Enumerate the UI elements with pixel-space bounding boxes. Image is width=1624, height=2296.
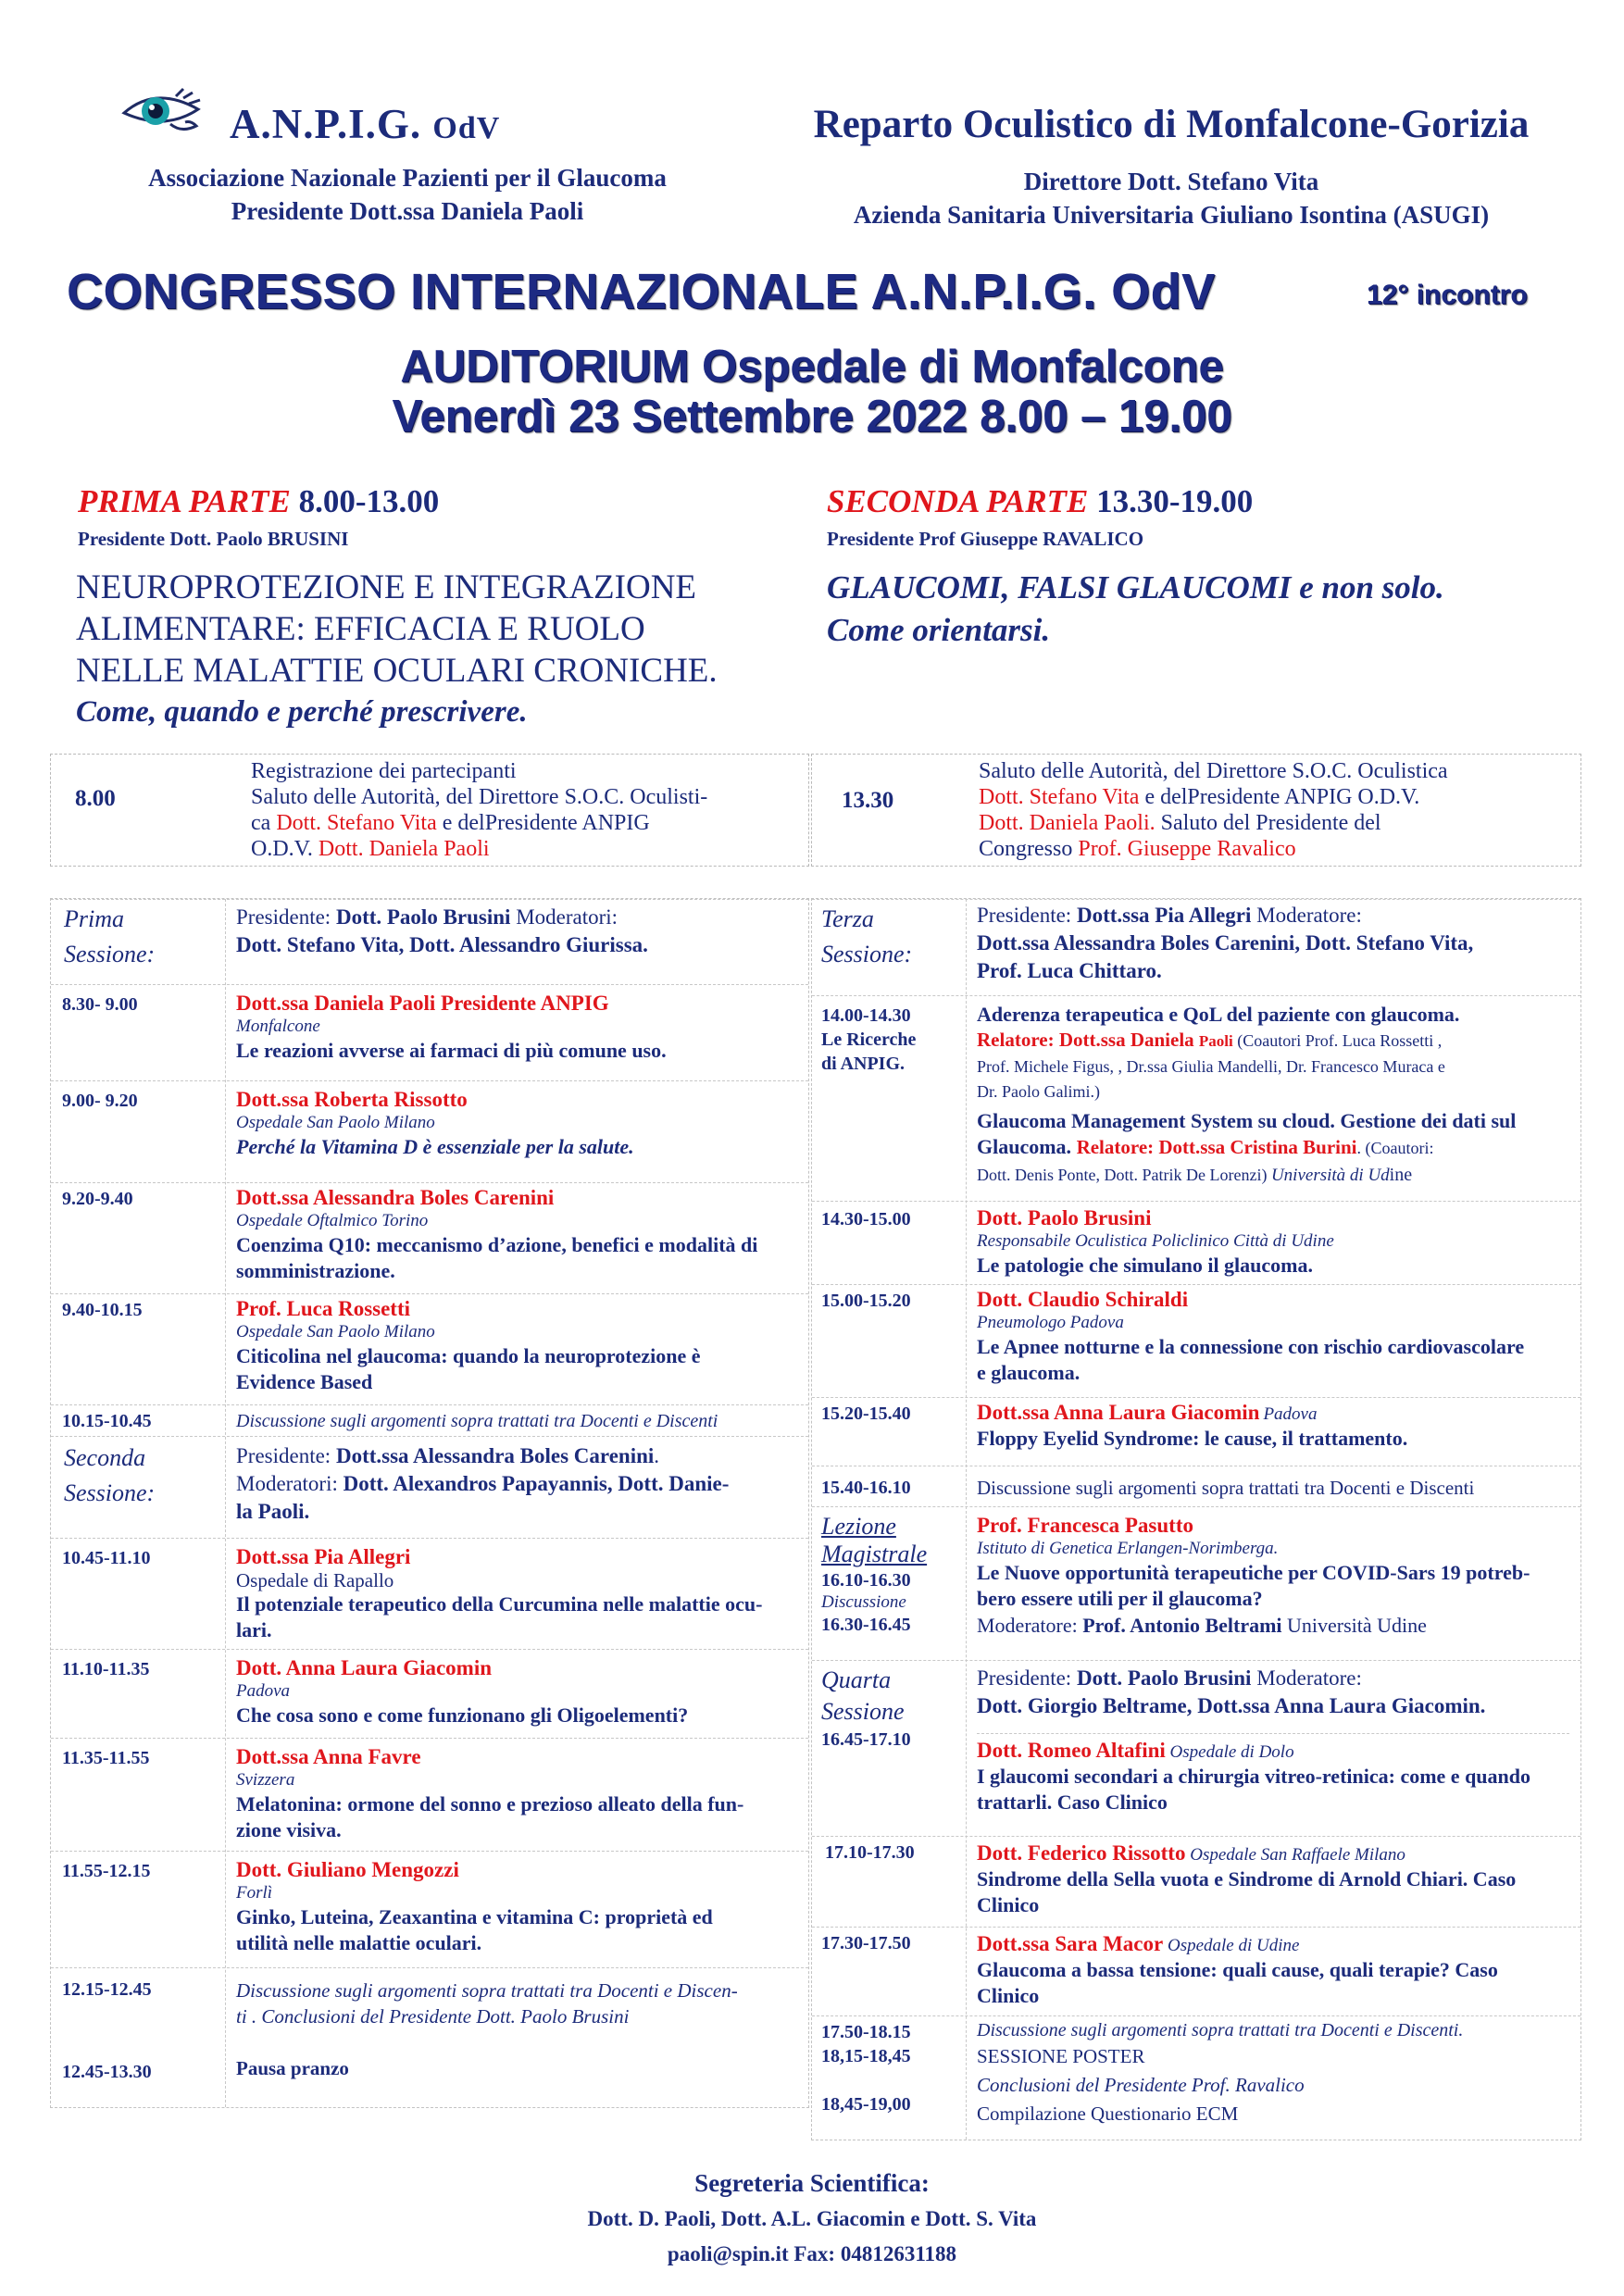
talk-title: Melatonina: ormone del sonno e prezioso alleato della fun- zione visiva. <box>236 1792 744 1841</box>
talk-speaker-line: Glaucoma. Relatore: Dott.ssa Cristina Burini. (Coautori: <box>977 1135 1434 1158</box>
time-slot: 10.15-10.45 <box>62 1411 152 1431</box>
speaker-affiliation: Ospedale di Rapallo <box>236 1569 394 1591</box>
registration-line: Congresso Prof. Giuseppe Ravalico <box>979 837 1296 861</box>
registration-line: Saluto delle Autorità, del Direttore S.O.C. Oculisti- <box>251 785 708 809</box>
org-title: A.N.P.I.G. OdV <box>230 101 501 147</box>
talk <box>236 991 801 1064</box>
org-president: Presidente Dott.ssa Daniela Paoli <box>231 197 584 225</box>
speaker-affiliation: Ospedale Oftalmico Torino <box>236 1211 429 1230</box>
program-row <box>812 1284 1580 1398</box>
time-slot: 15.00-15.20 <box>821 1291 911 1311</box>
part1-label: PRIMA PARTE <box>78 483 291 519</box>
talk-coauthors: Dott. Denis Ponte, Dott. Patrik De Lorenzi) Università di Udine <box>977 1165 1413 1185</box>
speaker-affiliation: Responsabile Oculistica Policlinico Città di Udine <box>977 1231 1334 1251</box>
program-row <box>812 1927 1580 2016</box>
speaker-affiliation: Pneumologo Padova <box>977 1313 1124 1332</box>
congress-title: CONGRESSO INTERNAZIONALE A.N.P.I.G. OdV <box>67 264 1216 319</box>
registration-time: 8.00 <box>75 786 116 811</box>
footer-contact: paoli@spin.it Fax: 04812631188 <box>667 2242 957 2265</box>
part2-theme-line: GLAUCOMI, FALSI GLAUCOMI e non solo. <box>827 569 1444 605</box>
speaker-name: Prof. Francesca Pasutto <box>977 1514 1193 1537</box>
registration-box-afternoon <box>811 754 1581 867</box>
program-row <box>51 984 808 1081</box>
congress-edition: 12° incontro <box>1367 280 1528 310</box>
talk <box>236 1857 801 1956</box>
session-moderators: Dott.ssa Alessandra Boles Carenini, Dott. Stefano Vita, <box>977 931 1474 955</box>
time-slot: 11.10-11.35 <box>62 1659 150 1679</box>
talk <box>977 1733 1569 1816</box>
session-label: Prima Sessione: <box>64 905 156 967</box>
time-slot: 12.15-12.45 <box>62 1979 152 2000</box>
talk <box>977 1400 1569 1452</box>
talk-title: Che cosa sono e come funzionano gli Oligoelementi? <box>236 1703 689 1727</box>
registration-line: O.D.V. Dott. Daniela Paoli <box>251 837 490 861</box>
part2-time: 13.30-19.00 <box>1088 483 1254 519</box>
registration-line: Saluto delle Autorità, del Direttore S.O.C. Oculistica <box>979 759 1448 783</box>
speaker-affiliation: Ospedale San Paolo Milano <box>236 1113 435 1132</box>
talk-title: Citicolina nel glaucoma: quando la neuroprotezione è Evidence Based <box>236 1344 701 1393</box>
speaker-affiliation: Svizzera <box>236 1770 295 1790</box>
registration-text <box>251 758 797 862</box>
time-slot: 9.00- 9.20 <box>62 1091 138 1111</box>
talk-coauthors: Prof. Michele Figus, , Dr.ssa Giulia Mandelli, Dr. Francesco Muraca e <box>977 1057 1445 1076</box>
talk-speaker-line: Relatore: Dott.ssa Daniela Paoli (Coautori Prof. Luca Rossetti , <box>977 1029 1443 1051</box>
program-row <box>51 1967 808 2048</box>
speaker-name: Prof. Luca Rossetti <box>236 1297 411 1320</box>
talk <box>236 1087 801 1160</box>
talk-title: Glaucoma a bassa tensione: quali cause, quali terapie? Caso Clinico <box>977 1958 1498 2007</box>
talk-title: Le Apnee notturne e la connessione con rischio cardiovascolare e glaucoma. <box>977 1335 1525 1384</box>
part1-theme-line: NELLE MALATTIE OCULARI CRONICHE. <box>76 652 718 690</box>
lecture-label: Lezione Magistrale 16.10-16.30 Discussione 16.30-16.45 <box>821 1513 928 1635</box>
program-row <box>812 1506 1580 1661</box>
discussion-text: Discussione sugli argomenti sopra trattati tra Docenti e Discenti. <box>977 2020 1464 2040</box>
registration-line: Dott. Stefano Vita e delPresidente ANPIG O.D.V. <box>979 785 1420 809</box>
department-director: Direttore Dott. Stefano Vita <box>1023 168 1319 195</box>
session-president: Presidente: Dott. Paolo Brusini Moderatore: <box>977 1666 1362 1690</box>
part1-theme-line: NEUROPROTEZIONE E INTEGRAZIONE <box>76 568 697 606</box>
session-moderators: Moderatori: Dott. Alexandros Papayannis, Dott. Danie- <box>236 1472 730 1495</box>
part2-theme <box>827 567 1568 652</box>
time-slot: 14.30-15.00 <box>821 1209 911 1229</box>
lecture-moderator: Moderatore: Prof. Antonio Beltrami Università Udine <box>977 1614 1427 1637</box>
speaker-affiliation: Ospedale San Paolo Milano <box>236 1322 435 1341</box>
congress-venue: AUDITORIUM Ospedale di Monfalcone <box>400 342 1224 392</box>
program-row <box>51 1182 808 1294</box>
talk-title: Sindrome della Sella vuota e Sindrome di Arnold Chiari. Caso Clinico <box>977 1867 1517 1916</box>
registration-line: Dott. Daniela Paoli. Saluto del Presidente del <box>979 811 1381 835</box>
speaker-line: Dott. Federico Rissotto Ospedale San Raffaele Milano <box>977 1841 1405 1865</box>
session-chairs <box>236 904 801 959</box>
talk <box>977 1841 1569 1918</box>
talk-title: Glaucoma Management System su cloud. Gestione dei dati sul <box>977 1109 1517 1132</box>
speaker-affiliation: Monfalcone <box>236 1017 320 1036</box>
time-slot: 15.40-16.10 <box>821 1478 911 1498</box>
program-row <box>812 2015 1580 2140</box>
talk-coauthors: Dr. Paolo Galimi.) <box>977 1082 1100 1101</box>
ecm-questionnaire: Compilazione Questionario ECM <box>977 2103 1239 2125</box>
talk <box>977 1513 1569 1640</box>
session-label: Seconda Sessione: <box>64 1444 156 1506</box>
session-chairs <box>977 1665 1569 1720</box>
session-moderators-cont: la Paoli. <box>236 1500 310 1523</box>
time-slot: 17.30-17.50 <box>821 1933 911 1953</box>
registration-text <box>979 758 1571 862</box>
program-row <box>51 1738 808 1852</box>
program-row <box>51 1080 808 1183</box>
speaker-affiliation: Padova <box>236 1681 291 1701</box>
registration-time: 13.30 <box>842 788 894 813</box>
part1-theme-subtitle: Come, quando e perché prescrivere. <box>76 695 528 729</box>
research-talks <box>977 1002 1569 1190</box>
talk <box>977 1931 1569 2009</box>
talk-title: Aderenza terapeutica e QoL del paziente con glaucoma. <box>977 1003 1460 1026</box>
talk-title: I glaucomi secondari a chirurgia vitreo-retinica: come e quando trattarli. Caso Clinico <box>977 1765 1531 1814</box>
talk-title: Floppy Eyelid Syndrome: le cause, il trattamento. <box>977 1427 1408 1450</box>
program-first-part <box>50 898 809 2108</box>
talk <box>236 1744 801 1843</box>
lunch-break: Pausa pranzo <box>236 2057 349 2079</box>
speaker-line: Dott.ssa Sara Macor Ospedale di Udine <box>977 1932 1300 1955</box>
program-row <box>51 1404 808 1437</box>
program-row <box>51 1649 808 1739</box>
talk-title: Il potenziale terapeutico della Curcumina nelle malattie ocu- lari. <box>236 1592 763 1641</box>
session-chairs <box>977 902 1569 985</box>
session-president: Presidente: Dott. Paolo Brusini Moderatori: <box>236 905 618 929</box>
time-slot: 8.30- 9.00 <box>62 994 138 1015</box>
time-slot: 17.50-18.15 18,15-18,45 18,45-19,00 <box>821 2022 911 2115</box>
program-row <box>812 1836 1580 1928</box>
speaker-name: Dott.ssa Daniela Paoli Presidente ANPIG <box>236 992 609 1015</box>
department-title: Reparto Oculistico di Monfalcone-Gorizia <box>813 103 1530 146</box>
session-header-row <box>51 1436 808 1539</box>
speaker-name: Dott.ssa Roberta Rissotto <box>236 1088 468 1111</box>
talk <box>977 1287 1569 1386</box>
speaker-name: Dott.ssa Alessandra Boles Carenini <box>236 1186 555 1209</box>
program-row <box>51 1293 808 1405</box>
session-moderators: Dott. Giorgio Beltrame, Dott.ssa Anna Laura Giacomin. <box>977 1694 1486 1717</box>
part1-president: Presidente Dott. Paolo BRUSINI <box>78 528 349 550</box>
session-header-row <box>812 899 1580 996</box>
session-chairs <box>236 1442 801 1526</box>
footer <box>0 2165 1624 2272</box>
registration-box-morning <box>50 754 809 867</box>
time-slot: 17.10-17.30 <box>825 1842 915 1863</box>
speaker-name: Dott. Paolo Brusini <box>977 1206 1152 1229</box>
session-header-row <box>51 899 808 985</box>
registration-line: Registrazione dei partecipanti <box>251 759 517 783</box>
program-row <box>812 1397 1580 1466</box>
speaker-name: Dott. Anna Laura Giacomin <box>236 1656 493 1679</box>
discussion-text: Discussione sugli argomenti sopra trattati tra Docenti e Discenti <box>236 1411 718 1431</box>
time-slot: 11.35-11.55 <box>62 1748 150 1768</box>
department-agency: Azienda Sanitaria Universitaria Giuliano Isontina (ASUGI) <box>853 201 1490 229</box>
session-label: Quarta Sessione 16.45-17.10 <box>821 1666 911 1750</box>
part2-heading <box>827 483 1253 520</box>
program-row <box>51 2047 808 2107</box>
footer-heading: Segreteria Scientifica: <box>694 2169 930 2197</box>
discussion-text: Discussione sugli argomenti sopra trattati tra Docenti e Discenti <box>977 1477 1475 1499</box>
program-row <box>51 1538 808 1650</box>
session-moderators-cont: Prof. Luca Chittaro. <box>977 959 1162 982</box>
footer-names: Dott. D. Paoli, Dott. A.L. Giacomin e Dott. S. Vita <box>587 2207 1037 2230</box>
closing-remarks: Conclusioni del Presidente Prof. Ravalico <box>977 2074 1305 2096</box>
time-slot: 14.00-14.30 Le Ricerche di ANPIG. <box>821 1005 917 1074</box>
department-info <box>759 165 1583 231</box>
speaker-affiliation: Istituto di Genetica Erlangen-Norimbergа. <box>977 1539 1279 1558</box>
registration-line: ca Dott. Stefano Vita e delPresidente ANPIG <box>251 811 650 835</box>
program-row <box>51 1851 808 1968</box>
part1-heading <box>78 483 439 520</box>
program-row <box>812 1201 1580 1285</box>
session-president: Presidente: Dott.ssa Alessandra Boles Carenini. <box>236 1444 660 1467</box>
speaker-name: Dott.ssa Pia Allegri <box>236 1545 411 1568</box>
talk <box>236 1544 801 1643</box>
speaker-line: Dott. Romeo Altafini Ospedale di Dolo <box>977 1739 1294 1762</box>
session-moderators: Dott. Stefano Vita, Dott. Alessandro Giurissa. <box>236 933 648 956</box>
part1-theme <box>76 567 817 733</box>
program-second-part <box>811 898 1581 2140</box>
part1-time: 8.00-13.00 <box>290 483 440 519</box>
talk-title: Le Nuove opportunità terapeutiche per COVID-Sars 19 potreb- bero essere utili per il glaucoma? <box>977 1561 1530 1610</box>
program-row <box>812 995 1580 1202</box>
org-full-name: Associazione Nazionale Pazienti per il Glaucoma <box>148 164 667 192</box>
discussion-text: Discussione sugli argomenti sopra trattati tra Docenti e Discen- ti . Conclusioni del Presidente Dott. Paolo Brusini <box>236 1979 738 2028</box>
eye-logo-icon <box>119 85 207 139</box>
part2-theme-line: Come orientarsi. <box>827 612 1051 648</box>
talk-title: Coenzima Q10: meccanismo d’azione, benefici e modalità di somministrazione. <box>236 1233 758 1282</box>
poster-session: SESSIONE POSTER <box>977 2045 1145 2067</box>
speaker-name: Dott.ssa Anna Favre <box>236 1745 421 1768</box>
time-slot: 11.55-12.15 <box>62 1861 151 1881</box>
talk-title: Ginko, Luteina, Zeaxantina e vitamina C: proprietà ed utilità nelle malattie oculari. <box>236 1905 713 1954</box>
talk-title: Le reazioni avverse ai farmaci di più comune uso. <box>236 1039 667 1062</box>
part2-president: Presidente Prof Giuseppe RAVALICO <box>827 528 1144 550</box>
time-slot: 9.20-9.40 <box>62 1189 133 1209</box>
talk <box>236 1655 801 1728</box>
speaker-name: Dott. Claudio Schiraldi <box>977 1288 1189 1311</box>
part1-theme-line: ALIMENTARE: EFFICACIA E RUOLO <box>76 610 645 648</box>
session-header-row <box>812 1660 1580 1837</box>
talk-title: Perché la Vitamina D è essenziale per la salute. <box>236 1135 634 1158</box>
session-label: Terza Sessione: <box>821 905 913 967</box>
program-row <box>812 1466 1580 1507</box>
time-slot: 9.40-10.15 <box>62 1300 143 1320</box>
speaker-affiliation: Forlì <box>236 1883 273 1903</box>
congress-date: Venerdì 23 Settembre 2022 8.00 – 19.00 <box>392 392 1232 442</box>
org-subtitle <box>93 161 722 228</box>
part2-label: SECONDA PARTE <box>827 483 1089 519</box>
speaker-name: Dott. Giuliano Mengozzi <box>236 1858 459 1881</box>
closing-items <box>977 2018 1569 2128</box>
talk-title: Le patologie che simulano il glaucoma. <box>977 1254 1313 1277</box>
time-slot: 12.45-13.30 <box>62 2062 152 2082</box>
talk <box>977 1205 1569 1279</box>
speaker-line: Dott.ssa Anna Laura Giacomin Padova <box>977 1401 1318 1424</box>
talk <box>236 1185 801 1284</box>
time-slot: 10.45-11.10 <box>62 1548 151 1568</box>
talk <box>236 1296 801 1395</box>
session-president: Presidente: Dott.ssa Pia Allegri Moderatore: <box>977 904 1362 927</box>
time-slot: 15.20-15.40 <box>821 1404 911 1424</box>
